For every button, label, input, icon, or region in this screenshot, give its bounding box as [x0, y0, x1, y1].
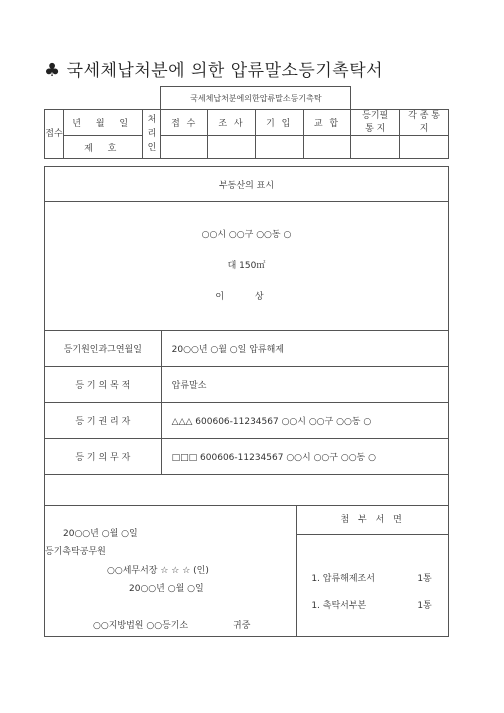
- main-form-table: [44, 166, 449, 637]
- signature-block: [45, 506, 297, 637]
- jeopsu-label: 접수: [45, 110, 64, 159]
- document-title: [44, 56, 383, 81]
- office-head: ○○세무서장 ☆ ☆ ☆ (인): [107, 566, 209, 576]
- club-icon: ♣: [44, 60, 61, 81]
- document-title-text: 국세체납처분에 의한 압류말소등기촉탁서: [66, 61, 384, 81]
- court-name: ○○지방법원 ○○등기소: [93, 621, 189, 631]
- date-line-2: 20○○년 ○월 ○일: [129, 584, 204, 594]
- attachment-item-1: 1. 압류해제조서: [311, 574, 375, 584]
- col-gakjong-tongji: 각 종 통 지: [400, 110, 449, 136]
- cell-josa: [208, 136, 256, 159]
- cell-gakjong-tongji: [400, 136, 449, 159]
- col-jeopsu: 접 수: [161, 110, 208, 136]
- cheori-label: 처리인: [143, 110, 161, 159]
- row-label-right-holder: 등 기 권 리 자: [45, 403, 162, 439]
- col-josa: 조 사: [208, 110, 256, 136]
- row-value-cause: 20○○년 ○월 ○일 압류해제: [161, 331, 448, 367]
- attachment-item-2: 1. 촉탁서부본: [311, 601, 367, 611]
- section-title: 부동산의 표시: [45, 167, 449, 202]
- gwiha-label: 귀중: [233, 621, 251, 631]
- sub-title: 국세체납처분에의한압류말소등기촉탁: [161, 87, 351, 110]
- blank-row: [45, 475, 449, 506]
- row-label-purpose: 등 기 의 목 적: [45, 367, 162, 403]
- number-label: 제 호: [63, 136, 143, 159]
- attachment-title: 첨 부 서 면: [297, 506, 448, 535]
- col-giip: 기 입: [255, 110, 303, 136]
- row-value-obligor: □□□ 600606-11234567 ○○시 ○○구 ○○동 ○: [161, 439, 448, 475]
- attachment-count-2: 1통: [417, 601, 432, 611]
- cell-gyohap: [303, 136, 351, 159]
- cell-jeopsu: [161, 136, 208, 159]
- attachment-count-1: 1통: [417, 574, 432, 584]
- row-value-purpose: 압류말소: [161, 367, 448, 403]
- property-description: [45, 202, 449, 331]
- property-address: ○○시 ○○구 ○○동 ○: [201, 229, 292, 240]
- cell-deunggi-tongji: [351, 136, 400, 159]
- col-deunggi-tongji: 등기필 통 지: [351, 110, 400, 136]
- attachment-block: [297, 506, 449, 637]
- row-label-obligor: 등 기 의 무 자: [45, 439, 162, 475]
- row-label-cause: 등기원인과그연월일: [45, 331, 162, 367]
- cell-giip: [255, 136, 303, 159]
- header-table: [44, 86, 449, 159]
- date-line-1: 20○○년 ○월 ○일: [63, 529, 138, 539]
- row-value-right-holder: △△△ 600606-11234567 ○○시 ○○구 ○○동 ○: [161, 403, 448, 439]
- property-end: 이 상: [215, 291, 278, 302]
- property-area: 대 150㎡: [227, 260, 266, 271]
- date-label: 년 월 일: [63, 110, 143, 136]
- official-label: 등기촉탁공무원: [45, 547, 106, 557]
- col-gyohap: 교 합: [303, 110, 351, 136]
